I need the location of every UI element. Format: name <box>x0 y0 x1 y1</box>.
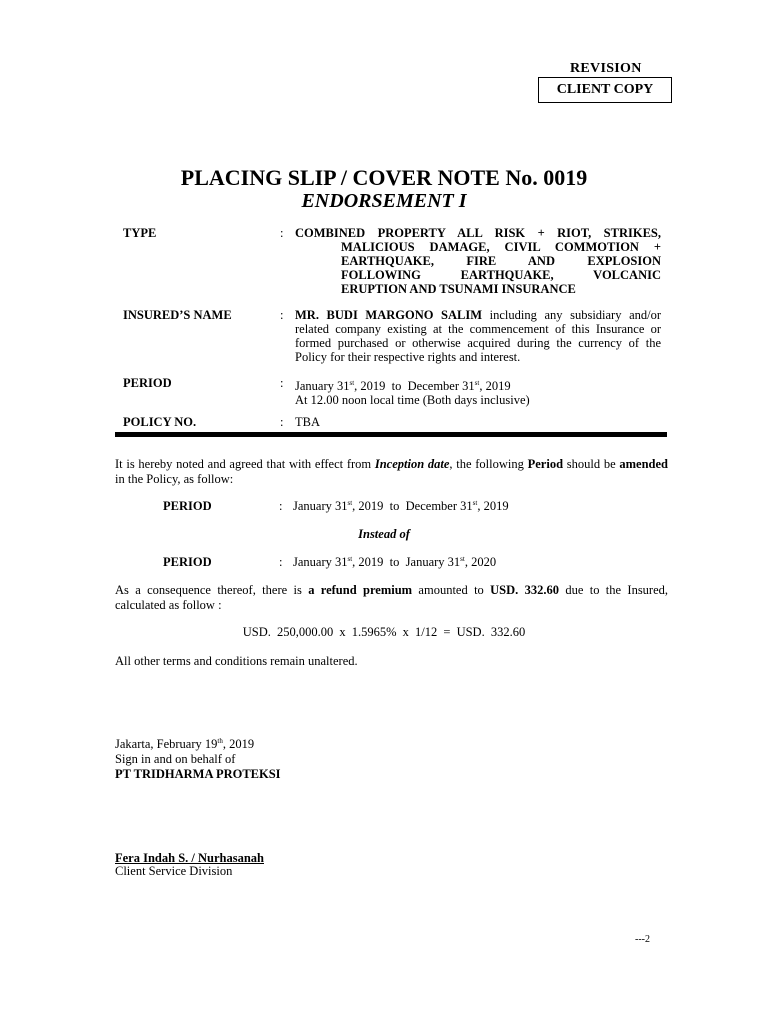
old-period-value: January 31st, 2019 to January 31st, 2020 <box>293 555 497 569</box>
insured-description: including any subsidiary and/or related company existing at the commencement of this Insurance or formed purchased or otherwise acquired during the currency of the Policy for their respective rights and interest. <box>295 308 661 364</box>
insured-value <box>295 308 661 364</box>
signatory-names: Fera Indah S. / Nurhasanah <box>115 851 264 865</box>
revision-label: REVISION <box>570 61 642 76</box>
new-period-value: January 31st, 2019 to December 31st, 2019 <box>293 499 509 513</box>
division-name: Client Service Division <box>115 864 233 878</box>
place-date: Jakarta, February 19th, 2019 <box>115 737 255 751</box>
type-label: TYPE <box>123 226 157 240</box>
period-label: PERIOD <box>123 376 172 390</box>
endorsement-intro: It is hereby noted and agreed that with effect from Inception date, the following Period should be amended in the Policy, as follow: <box>115 457 668 486</box>
new-period-colon: : <box>279 499 283 513</box>
type-line-3: EARTHQUAKE, FIRE AND EXPLOSION <box>341 254 661 268</box>
client-copy-box: CLIENT COPY <box>538 77 672 103</box>
type-line-1: COMBINED PROPERTY ALL RISK + RIOT, STRIKES, <box>295 226 661 240</box>
type-line-4: FOLLOWING EARTHQUAKE, VOLCANIC <box>341 268 661 282</box>
refund-paragraph: As a consequence thereof, there is a refund premium amounted to USD. 332.60 due to the Insured, calculated as follow : <box>115 583 669 612</box>
old-period-colon: : <box>279 555 283 569</box>
period-word: Period <box>527 457 564 471</box>
refund-amount: USD. 332.60 <box>490 583 559 597</box>
insured-colon: : <box>280 308 284 322</box>
type-colon: : <box>280 226 284 240</box>
old-period-label: PERIOD <box>163 555 212 569</box>
insured-name-label: INSURED’S NAME <box>123 308 232 322</box>
endorsement-subtitle: ENDORSEMENT I <box>301 190 467 212</box>
period-colon: : <box>280 376 284 390</box>
other-terms-note: All other terms and conditions remain unaltered. <box>115 654 358 668</box>
period-to: December 31st, 2019 <box>407 379 511 393</box>
policy-no-value: TBA <box>295 415 320 429</box>
document-title: PLACING SLIP / COVER NOTE No. 0019 <box>180 165 588 190</box>
period-from: January 31st, 2019 <box>295 379 386 393</box>
premium-calculation: USD. 250,000.00 x 1.5965% x 1/12 = USD. 332.60 <box>242 625 526 639</box>
instead-of-label: Instead of <box>358 527 410 541</box>
type-line-2: MALICIOUS DAMAGE, CIVIL COMMOTION + <box>341 240 661 254</box>
amended-word: amended <box>619 457 668 471</box>
inception-date-text: Inception date <box>374 457 450 471</box>
section-divider <box>115 432 667 437</box>
policy-no-label: POLICY NO. <box>123 415 197 429</box>
new-period-label: PERIOD <box>163 499 212 513</box>
type-value <box>295 226 661 296</box>
sign-on-behalf: Sign in and on behalf of <box>115 752 236 766</box>
period-value <box>295 376 661 407</box>
page-marker: ---2 <box>635 934 650 945</box>
period-note: At 12.00 noon local time (Both days inclusive) <box>295 393 530 407</box>
period-to-word: to <box>391 379 402 393</box>
refund-premium-text: a refund premium <box>308 583 413 597</box>
policy-colon: : <box>280 415 284 429</box>
company-name: PT TRIDHARMA PROTEKSI <box>115 767 281 781</box>
type-line-5: ERUPTION AND TSUNAMI INSURANCE <box>341 282 576 296</box>
insured-name: MR. BUDI MARGONO SALIM <box>295 308 483 322</box>
